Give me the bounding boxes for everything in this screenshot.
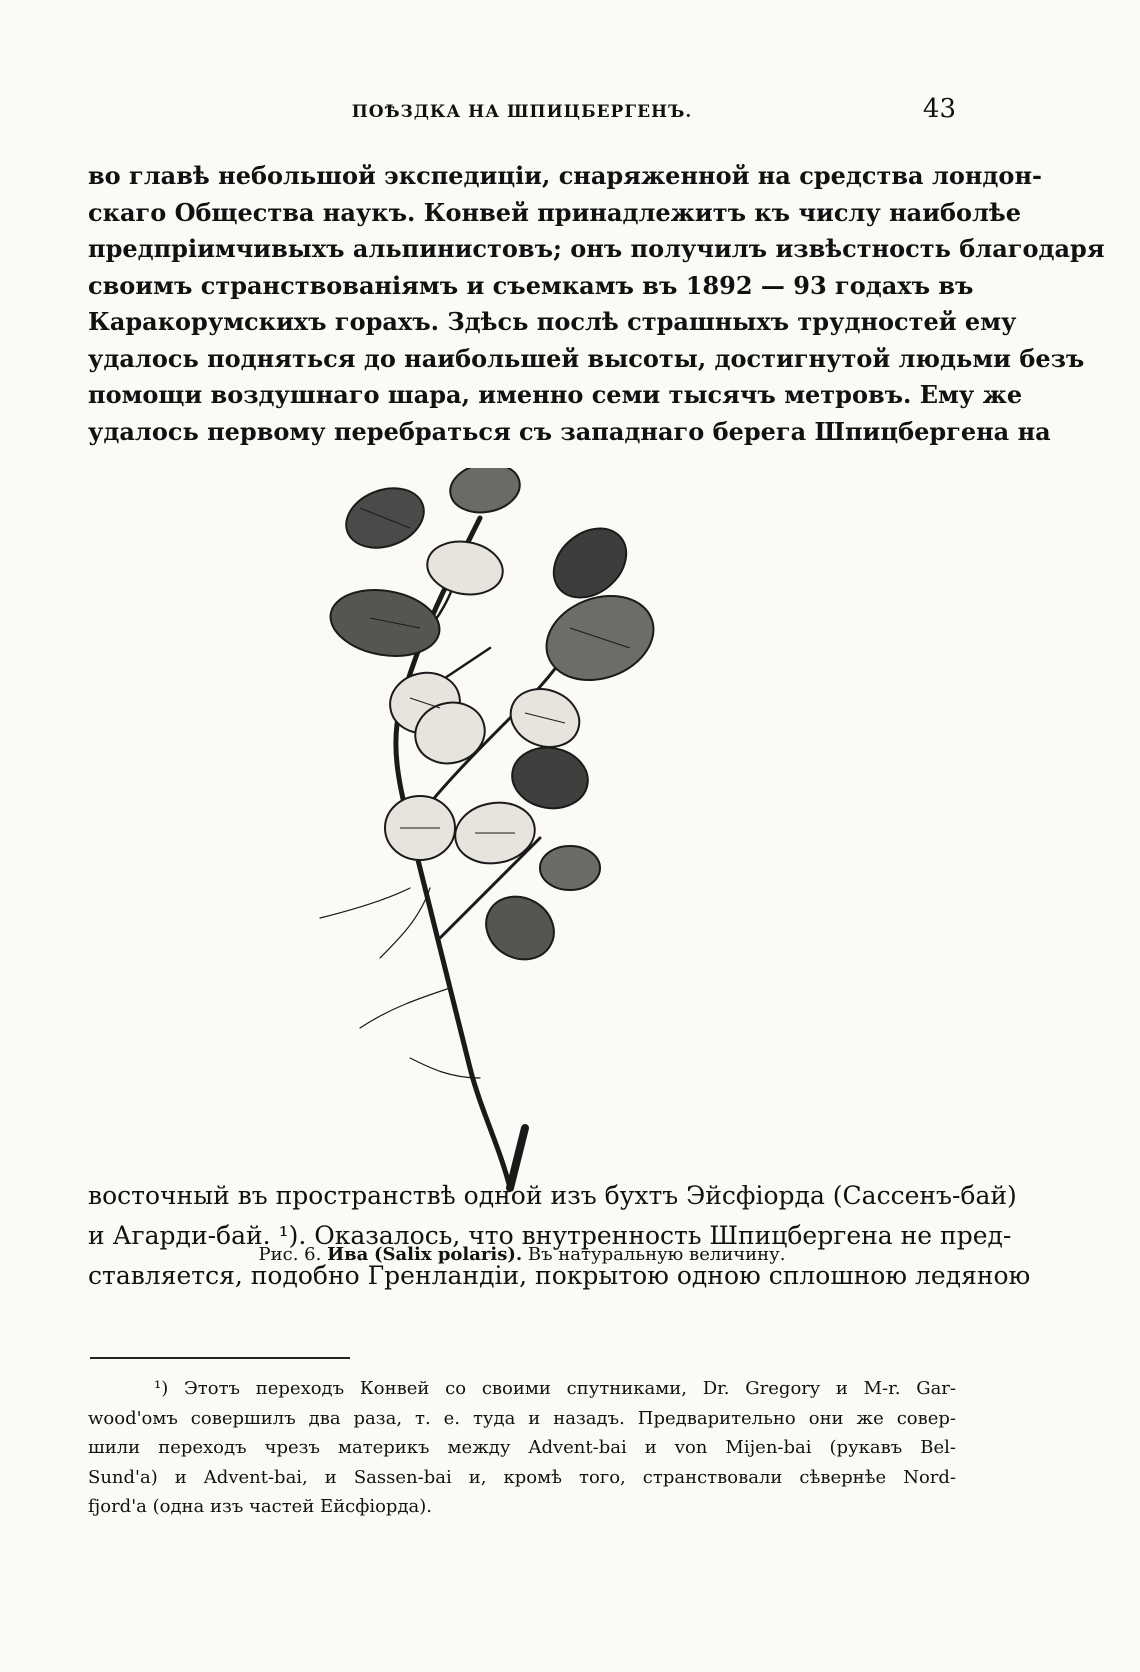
text-line: своимъ странствованіямъ и съемкамъ въ 1892 — 93 годахъ въ bbox=[88, 270, 974, 300]
footnote bbox=[88, 1374, 956, 1522]
text-line: и Агарди-бай. ¹). Оказалось, что внутренность Шпицбергена не пред- bbox=[88, 1221, 1012, 1250]
footnote-line: шили переходъ чрезъ материкъ между Advent-bai и von Mijen-bai (рукавъ Bel- bbox=[88, 1437, 956, 1458]
caption-label: Рис. 6. bbox=[258, 1244, 322, 1265]
willow-plant-drawing bbox=[300, 468, 770, 1208]
text-line: во главѣ небольшой экспедиціи, снаряженной на средства лондон- bbox=[88, 161, 1042, 190]
caption-name: Ива bbox=[327, 1244, 369, 1265]
text-line: предпріимчивыхъ альпинистовъ; онъ получилъ извѣстность благодаря bbox=[88, 234, 1105, 263]
text-line: удалось подняться до наибольшей высоты, достигнутой людьми безъ bbox=[88, 343, 1085, 373]
caption-note: Въ натуральную величину. bbox=[527, 1244, 786, 1265]
text-line: ставляется, подобно Гренландіи, покрытою одною сплошною ледяною bbox=[88, 1261, 1031, 1290]
footnote-line: fjord'а (одна изъ частей Eйсфіорда). bbox=[88, 1496, 433, 1517]
footnote-line: ¹) Этотъ переходъ Конвей со своими спутниками, Dr. Gregory и M-r. Gar- bbox=[154, 1378, 956, 1399]
text-line: помощи воздушнаго шара, именно семи тысячъ метровъ. Ему же bbox=[88, 380, 1023, 409]
page-header bbox=[88, 92, 956, 132]
running-title: ПОѢЗДКА НА ШПИЦБЕРГЕНЪ. bbox=[351, 102, 693, 122]
text-line: Каракорумскихъ горахъ. Здѣсь послѣ страшныхъ трудностей ему bbox=[88, 307, 1017, 336]
text-line: скаго Общества наукъ. Конвей принадлежитъ къ числу наиболѣе bbox=[88, 197, 1022, 227]
paragraph-top bbox=[88, 158, 1105, 450]
text-line: удалось первому перебраться съ западнаго берега Шпицбергена на bbox=[88, 416, 1051, 446]
salix-polaris-illustration bbox=[300, 468, 770, 1208]
footnote-line: wood'омъ совершилъ два раза, т. е. туда и назадъ. Предварительно они же совер- bbox=[88, 1407, 956, 1429]
page-number: 43 bbox=[922, 94, 956, 124]
footnote-line: Sund'a) и Advent-bai, и Sassen-bai и, кромѣ того, странствовали сѣвернѣе Nord- bbox=[88, 1466, 956, 1488]
paragraph-bottom bbox=[88, 1176, 1031, 1296]
caption-latin: (Salix polaris). bbox=[373, 1244, 523, 1265]
footnote-divider bbox=[90, 1357, 350, 1359]
text-line: восточный въ пространствѣ одной изъ бухтъ Эйсфіорда (Сассенъ-бай) bbox=[88, 1181, 1017, 1210]
